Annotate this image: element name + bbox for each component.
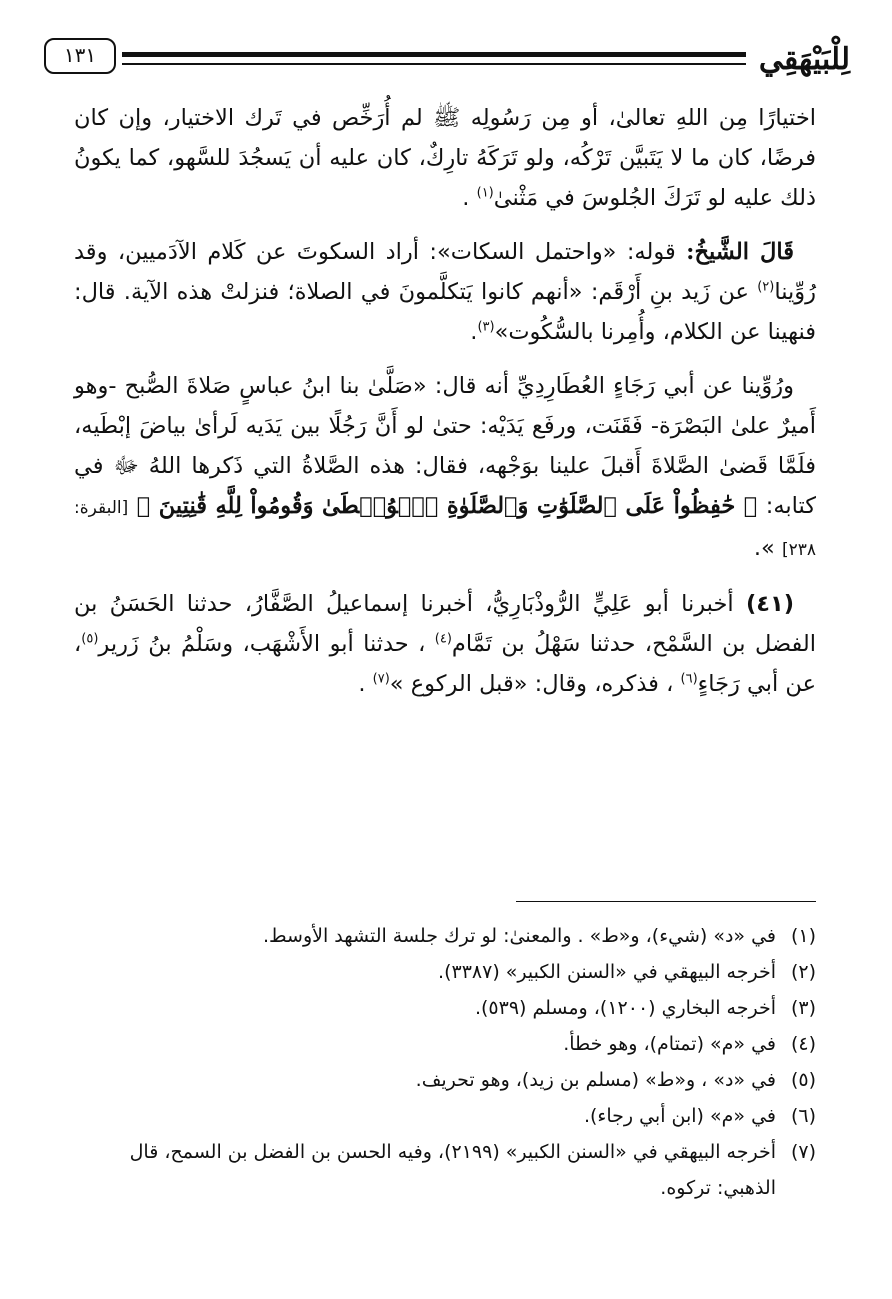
- footnote-mark-3: (٣): [477, 319, 495, 335]
- footnote-number: (٣): [790, 997, 816, 1019]
- paragraph-3: [74, 366, 816, 570]
- paragraph-2-tail: .: [470, 319, 478, 345]
- footnote-number: (٥): [790, 1069, 816, 1091]
- footnote-divider: [516, 901, 816, 902]
- footnote-5: [70, 1062, 816, 1098]
- footnote-text: أخرجه البخاري (١٢٠٠)، ومسلم (٥٣٩).: [474, 997, 776, 1019]
- running-title: لِلْبَيْهَقِي: [758, 42, 850, 77]
- paragraph-1-tail: .: [462, 185, 477, 211]
- footnote-number: (٤): [790, 1033, 816, 1055]
- paragraph-2-text-b: عن زَيد بنِ أَرْقَم: «أنهم كانوا يَتكلَّمونَ في الصلاة؛ فنزلتْ هذه الآية. قال: فنهينا عن الكلام، وأُمِرنا بالسُّكُوت»: [74, 279, 816, 345]
- footnote-text: في «م» (تمتام)، وهو خطأ.: [563, 1033, 776, 1055]
- paragraph-3-text: ورُوِّينا عن أبي رَجَاءٍ العُطَارِدِيِّ أنه قال: «صَلَّىٰ بنا ابنُ عباسٍ صَلاةَ الصُّبح -وهو أَميرٌ علىٰ البَصْرَة- فَقَنَت، ورفَع يَدَيْه: حتىٰ لو أَنَّ رَجُلًا بين يَدَيه لَرأىٰ بياضَ إبْطَيه، فلَمَّا قَضىٰ الصَّلاةَ أَقبلَ علينا بوَجْهه، فقال: هذه الصَّلاةُ التي ذَكرها اللهُ ﷻ في كتابه:: [74, 373, 816, 519]
- paragraph-4-text-c: ، عن أبي رَجَاءٍ: [74, 631, 816, 697]
- footnote-mark-6: (٦): [680, 671, 698, 687]
- footnote-3: [70, 990, 816, 1026]
- footnote-6: [70, 1098, 816, 1134]
- footnote-mark-5: (٥): [81, 631, 99, 647]
- footnote-number: (١): [790, 925, 816, 947]
- footnote-2: [70, 954, 816, 990]
- paragraph-2: [74, 232, 816, 352]
- footnote-mark-4: (٤): [434, 631, 452, 647]
- paragraph-1: [74, 98, 816, 218]
- footnote-number: (٧): [790, 1141, 816, 1163]
- paragraph-1-text: اختيارًا مِن اللهِ تعالىٰ، أو مِن رَسُولِه ﷺ لم أُرَخِّص في تَرك الاختيار، وإن كان فرضًا، كان ما لا يَتَبيَّن تَرْكُه، ولو تَرَكَهُ تارِكٌ، كان عليه أن يَسجُدَ للسَّهو، كما يكونُ ذلك عليه لو تَرَكَ الجُلوسَ في مَثْنىٰ: [74, 105, 816, 211]
- footnote-number: (٢): [790, 961, 816, 983]
- footnote-mark-1: (١): [476, 185, 494, 201]
- paragraph-2-text-a: قوله: «واحتمل السكات»: أراد السكوتَ عن كَلام الآدَميين، وقد رُوِّينا: [74, 239, 816, 305]
- footnote-mark-2: (٢): [757, 279, 775, 295]
- footnote-number: (٦): [790, 1105, 816, 1127]
- footnotes: [70, 918, 816, 1206]
- paragraph-4-tail: .: [358, 671, 373, 697]
- header-rule: [122, 52, 746, 65]
- footnote-text: في «د» ، و«ط» (مسلم بن زيد)، وهو تحريف.: [415, 1069, 776, 1091]
- paragraph-4-text-a: أخبرنا أبو عَلِيٍّ الرُّوذْبَارِيُّ، أخبرنا إسماعيلُ الصَّفَّارُ، حدثنا الحَسَنُ بن الفضل بن السَّمْح، حدثنا سَهْلُ بن تَمَّام: [74, 591, 816, 657]
- footnote-mark-7: (٧): [372, 671, 390, 687]
- page-number: ١٣١: [44, 38, 116, 74]
- main-text: [74, 98, 816, 718]
- verse-reference: [البقرة: ٢٣٨]: [74, 498, 816, 560]
- footnote-7: [70, 1134, 816, 1206]
- page-header: [44, 38, 850, 84]
- paragraph-3-tail: ».: [753, 535, 782, 561]
- quran-verse: ﴿ حَٰفِظُواْ عَلَى ٱلصَّلَوَٰتِ وَٱلصَّلَوٰةِ ٱلۡوُسۡطَىٰ وَقُومُواْ لِلَّهِ قَٰنِتِينَ ﴾: [128, 493, 766, 519]
- sheikh-said-heading: قَالَ الشَّيخُ:: [686, 239, 795, 265]
- paragraph-4-text-b: ، حدثنا أبو الأَشْهَب، وسَلْمُ بنُ زَرير: [98, 631, 435, 657]
- footnote-text: في «م» (ابن أبي رجاء).: [583, 1105, 776, 1127]
- footnote-4: [70, 1026, 816, 1062]
- footnote-text: في «د» (شيء)، و«ط» . والمعنىٰ: لو ترك جلسة التشهد الأوسط.: [262, 925, 776, 947]
- paragraph-4-text-d: ، فذكره، وقال: «قبل الركوع »: [389, 671, 681, 697]
- paragraph-4: [74, 584, 816, 704]
- footnote-text: أخرجه البيهقي في «السنن الكبير» (٢١٩٩)، وفيه الحسن بن الفضل بن السمح، قال الذهبي: تركوه.: [129, 1141, 776, 1199]
- footnote-text: أخرجه البيهقي في «السنن الكبير» (٣٣٨٧).: [438, 961, 776, 983]
- hadith-number: (٤١): [745, 591, 794, 617]
- footnote-1: [70, 918, 816, 954]
